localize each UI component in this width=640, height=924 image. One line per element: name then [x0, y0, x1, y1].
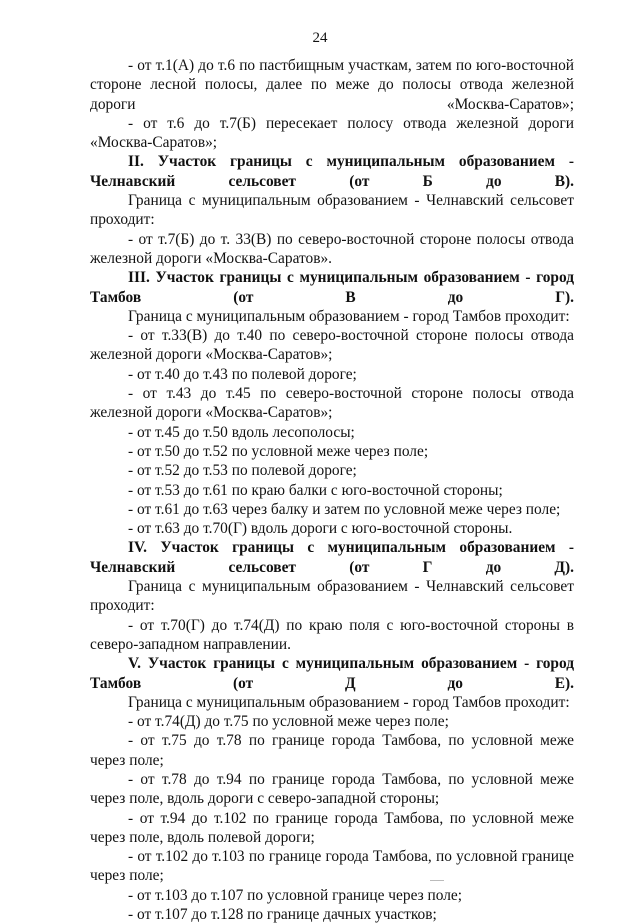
section-heading: III. Участок границы с муниципальным образованием - город Тамбов (от В до Г). — [90, 269, 574, 306]
scan-mark — [430, 880, 444, 881]
paragraph: Граница с муниципальным образованием - город Тамбов проходит: — [128, 693, 570, 711]
boundary-item: - от т.6 до т.7(Б) пересекает полосу отвода железной дороги «Москва-Саратов»; — [90, 114, 574, 152]
paragraph: Граница с муниципальным образованием - Челнавский сельсовет проходит: — [90, 578, 574, 615]
boundary-item: - от т.75 до т.78 по границе города Тамбова, по условной меже через поле; — [90, 732, 574, 769]
section-heading: IV. Участок границы с муниципальным образованием - Челнавский сельсовет (от Г до Д). — [90, 539, 574, 576]
boundary-item: - от т.61 до т.63 через балку и затем по условной меже через поле; — [128, 500, 561, 518]
boundary-item: - от т.94 до т.102 по границе города Тамбова, по условной меже через поле, вдоль полевой дороги; — [90, 809, 574, 846]
page-number: 24 — [312, 30, 328, 46]
boundary-item: - от т.107 до т.128 по границе дачных участков; — [128, 906, 437, 924]
boundary-item: - от т.63 до т.70(Г) вдоль дороги с юго-восточной стороны. — [128, 520, 513, 538]
boundary-item: - от т.43 до т.45 по северо-восточной стороне полосы отвода железной дороги «Москва-Саратов»; — [90, 385, 574, 422]
boundary-item: - от т.74(Д) до т.75 по условной меже через поле; — [128, 713, 449, 731]
boundary-item: - от т.1(А) до т.6 по пастбищным участкам, затем по юго-восточной стороне лесной полосы, далее по меже до полосы отвода железной дороги «Москва-Саратов»; — [90, 57, 574, 113]
boundary-item: - от т.52 до т.53 по полевой дороге; — [128, 462, 357, 480]
boundary-item: - от т.50 до т.52 по условной меже через поле; — [128, 442, 429, 460]
boundary-item: - от т.33(В) до т.40 по северо-восточной стороне полосы отвода железной дороги «Москва-Саратов»; — [90, 327, 574, 364]
boundary-item: - от т.45 до т.50 вдоль лесополосы; — [128, 423, 355, 441]
paragraph: Граница с муниципальным образованием - Челнавский сельсовет проходит: — [90, 192, 574, 229]
paragraph: Граница с муниципальным образованием - город Тамбов проходит: — [128, 307, 570, 325]
boundary-item: - от т.40 до т.43 по полевой дороге; — [128, 365, 357, 383]
boundary-item: - от т.7(Б) до т. 33(В) по северо-восточной стороне полосы отвода железной дороги «Москва-Саратов». — [90, 230, 574, 267]
boundary-item: - от т.70(Г) до т.74(Д) по краю поля с юго-восточной стороны в северо-западном направлении. — [90, 616, 574, 653]
boundary-item: - от т.78 до т.94 по границе города Тамбова, по условной меже через поле, вдоль дороги с северо-западной стороны; — [90, 770, 574, 808]
section-heading: V. Участок границы с муниципальным образованием - город Тамбов (от Д до Е). — [90, 655, 574, 692]
section-heading: II. Участок границы с муниципальным образованием - Челнавский сельсовет (от Б до В). — [90, 153, 574, 190]
document-body — [90, 56, 574, 924]
boundary-item: - от т.102 до т.103 по границе города Тамбова, по условной границе через поле; — [90, 848, 574, 885]
boundary-item: - от т.53 до т.61 по краю балки с юго-восточной стороны; — [128, 481, 503, 499]
boundary-item: - от т.103 до т.107 по условной границе через поле; — [128, 886, 463, 904]
